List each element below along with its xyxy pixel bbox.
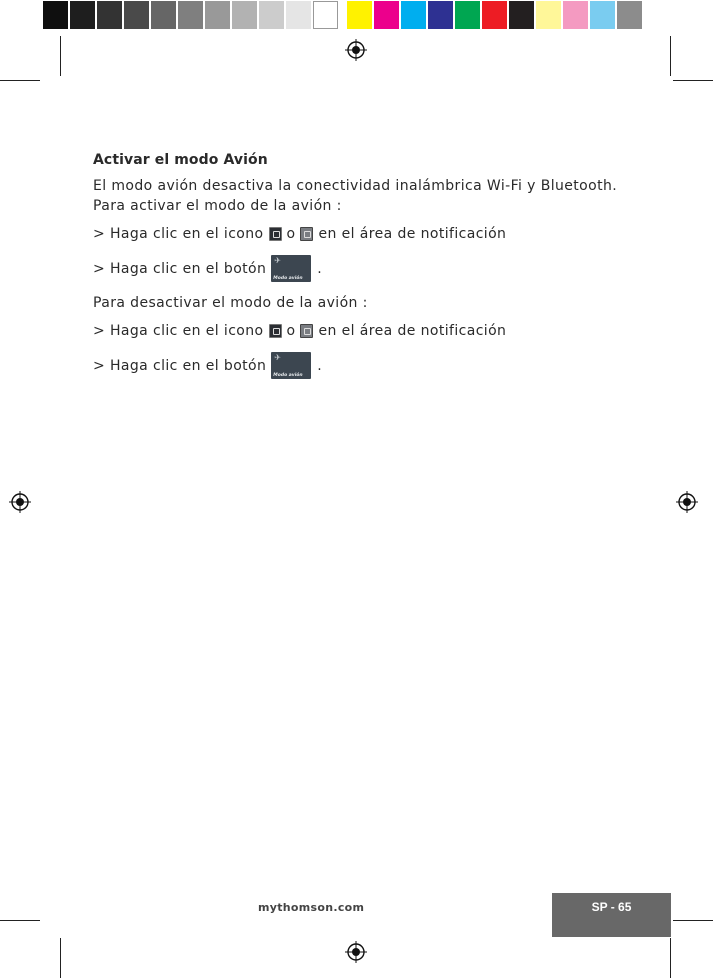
- button-label: Modo avión: [273, 373, 303, 378]
- manual-section: [93, 152, 653, 390]
- color-swatch: [401, 1, 426, 29]
- settings-grid-icon: [300, 227, 313, 241]
- registration-mark-icon: [9, 491, 31, 513]
- step-text: > Haga clic en el icono: [93, 226, 264, 242]
- step-text: o: [286, 226, 296, 242]
- color-swatch: [259, 1, 284, 29]
- color-swatch: [313, 1, 338, 29]
- crop-mark: [0, 80, 40, 81]
- deactivate-intro: Para desactivar el modo de la avión :: [93, 295, 368, 311]
- color-swatch: [590, 1, 615, 29]
- step-text: .: [317, 260, 323, 277]
- color-swatch: [617, 1, 642, 29]
- step-text: > Haga clic en el botón: [93, 260, 267, 277]
- airplane-mode-button: [271, 352, 311, 379]
- registration-mark-icon: [345, 941, 367, 963]
- crop-mark: [673, 920, 713, 921]
- airplane-mode-button: [271, 255, 311, 282]
- color-swatch: [563, 1, 588, 29]
- settings-grid-icon: [300, 324, 313, 338]
- registration-mark-icon: [676, 491, 698, 513]
- color-swatch: [151, 1, 176, 29]
- crop-mark: [60, 36, 61, 76]
- crop-mark: [670, 938, 671, 978]
- color-swatch: [124, 1, 149, 29]
- color-swatch: [97, 1, 122, 29]
- color-swatch: [482, 1, 507, 29]
- registration-mark-icon: [345, 39, 367, 61]
- page-number-tab: [552, 893, 671, 937]
- color-swatch: [455, 1, 480, 29]
- airplane-mode-icon: [269, 227, 282, 241]
- color-swatch: [428, 1, 453, 29]
- button-label: Modo avión: [273, 276, 303, 281]
- color-swatch: [347, 1, 372, 29]
- page-number: SP - 65: [591, 900, 632, 914]
- crop-mark: [0, 920, 40, 921]
- step-text: en el área de notificación: [318, 323, 507, 339]
- activate-step-icon: [93, 224, 653, 244]
- swatch-gap: [340, 1, 347, 29]
- step-text: o: [286, 323, 296, 339]
- deactivate-step-icon: [93, 321, 653, 341]
- crop-mark: [670, 36, 671, 76]
- airplane-mode-icon: [269, 324, 282, 338]
- section-title: Activar el modo Avión: [93, 152, 268, 168]
- airplane-icon: ✈: [274, 353, 282, 362]
- step-text: .: [317, 357, 323, 374]
- color-swatch: [536, 1, 561, 29]
- intro-paragraph: El modo avión desactiva la conectividad inalámbrica Wi-Fi y Bluetooth. Para activar el modo de la avión :: [93, 178, 618, 214]
- activate-step-button: [93, 255, 653, 282]
- crop-mark: [673, 80, 713, 81]
- color-swatch: [178, 1, 203, 29]
- airplane-icon: ✈: [274, 256, 282, 265]
- crop-mark: [60, 938, 61, 978]
- color-swatch: [205, 1, 230, 29]
- footer-website: mythomson.com: [258, 901, 365, 914]
- step-text: en el área de notificación: [318, 226, 507, 242]
- color-swatch: [286, 1, 311, 29]
- color-swatch: [43, 1, 68, 29]
- step-text: > Haga clic en el icono: [93, 323, 264, 339]
- step-text: > Haga clic en el botón: [93, 357, 267, 374]
- deactivate-step-button: [93, 352, 653, 379]
- color-swatch: [374, 1, 399, 29]
- color-swatch: [509, 1, 534, 29]
- color-swatch: [232, 1, 257, 29]
- color-swatch: [70, 1, 95, 29]
- color-calibration-bar: [43, 1, 644, 29]
